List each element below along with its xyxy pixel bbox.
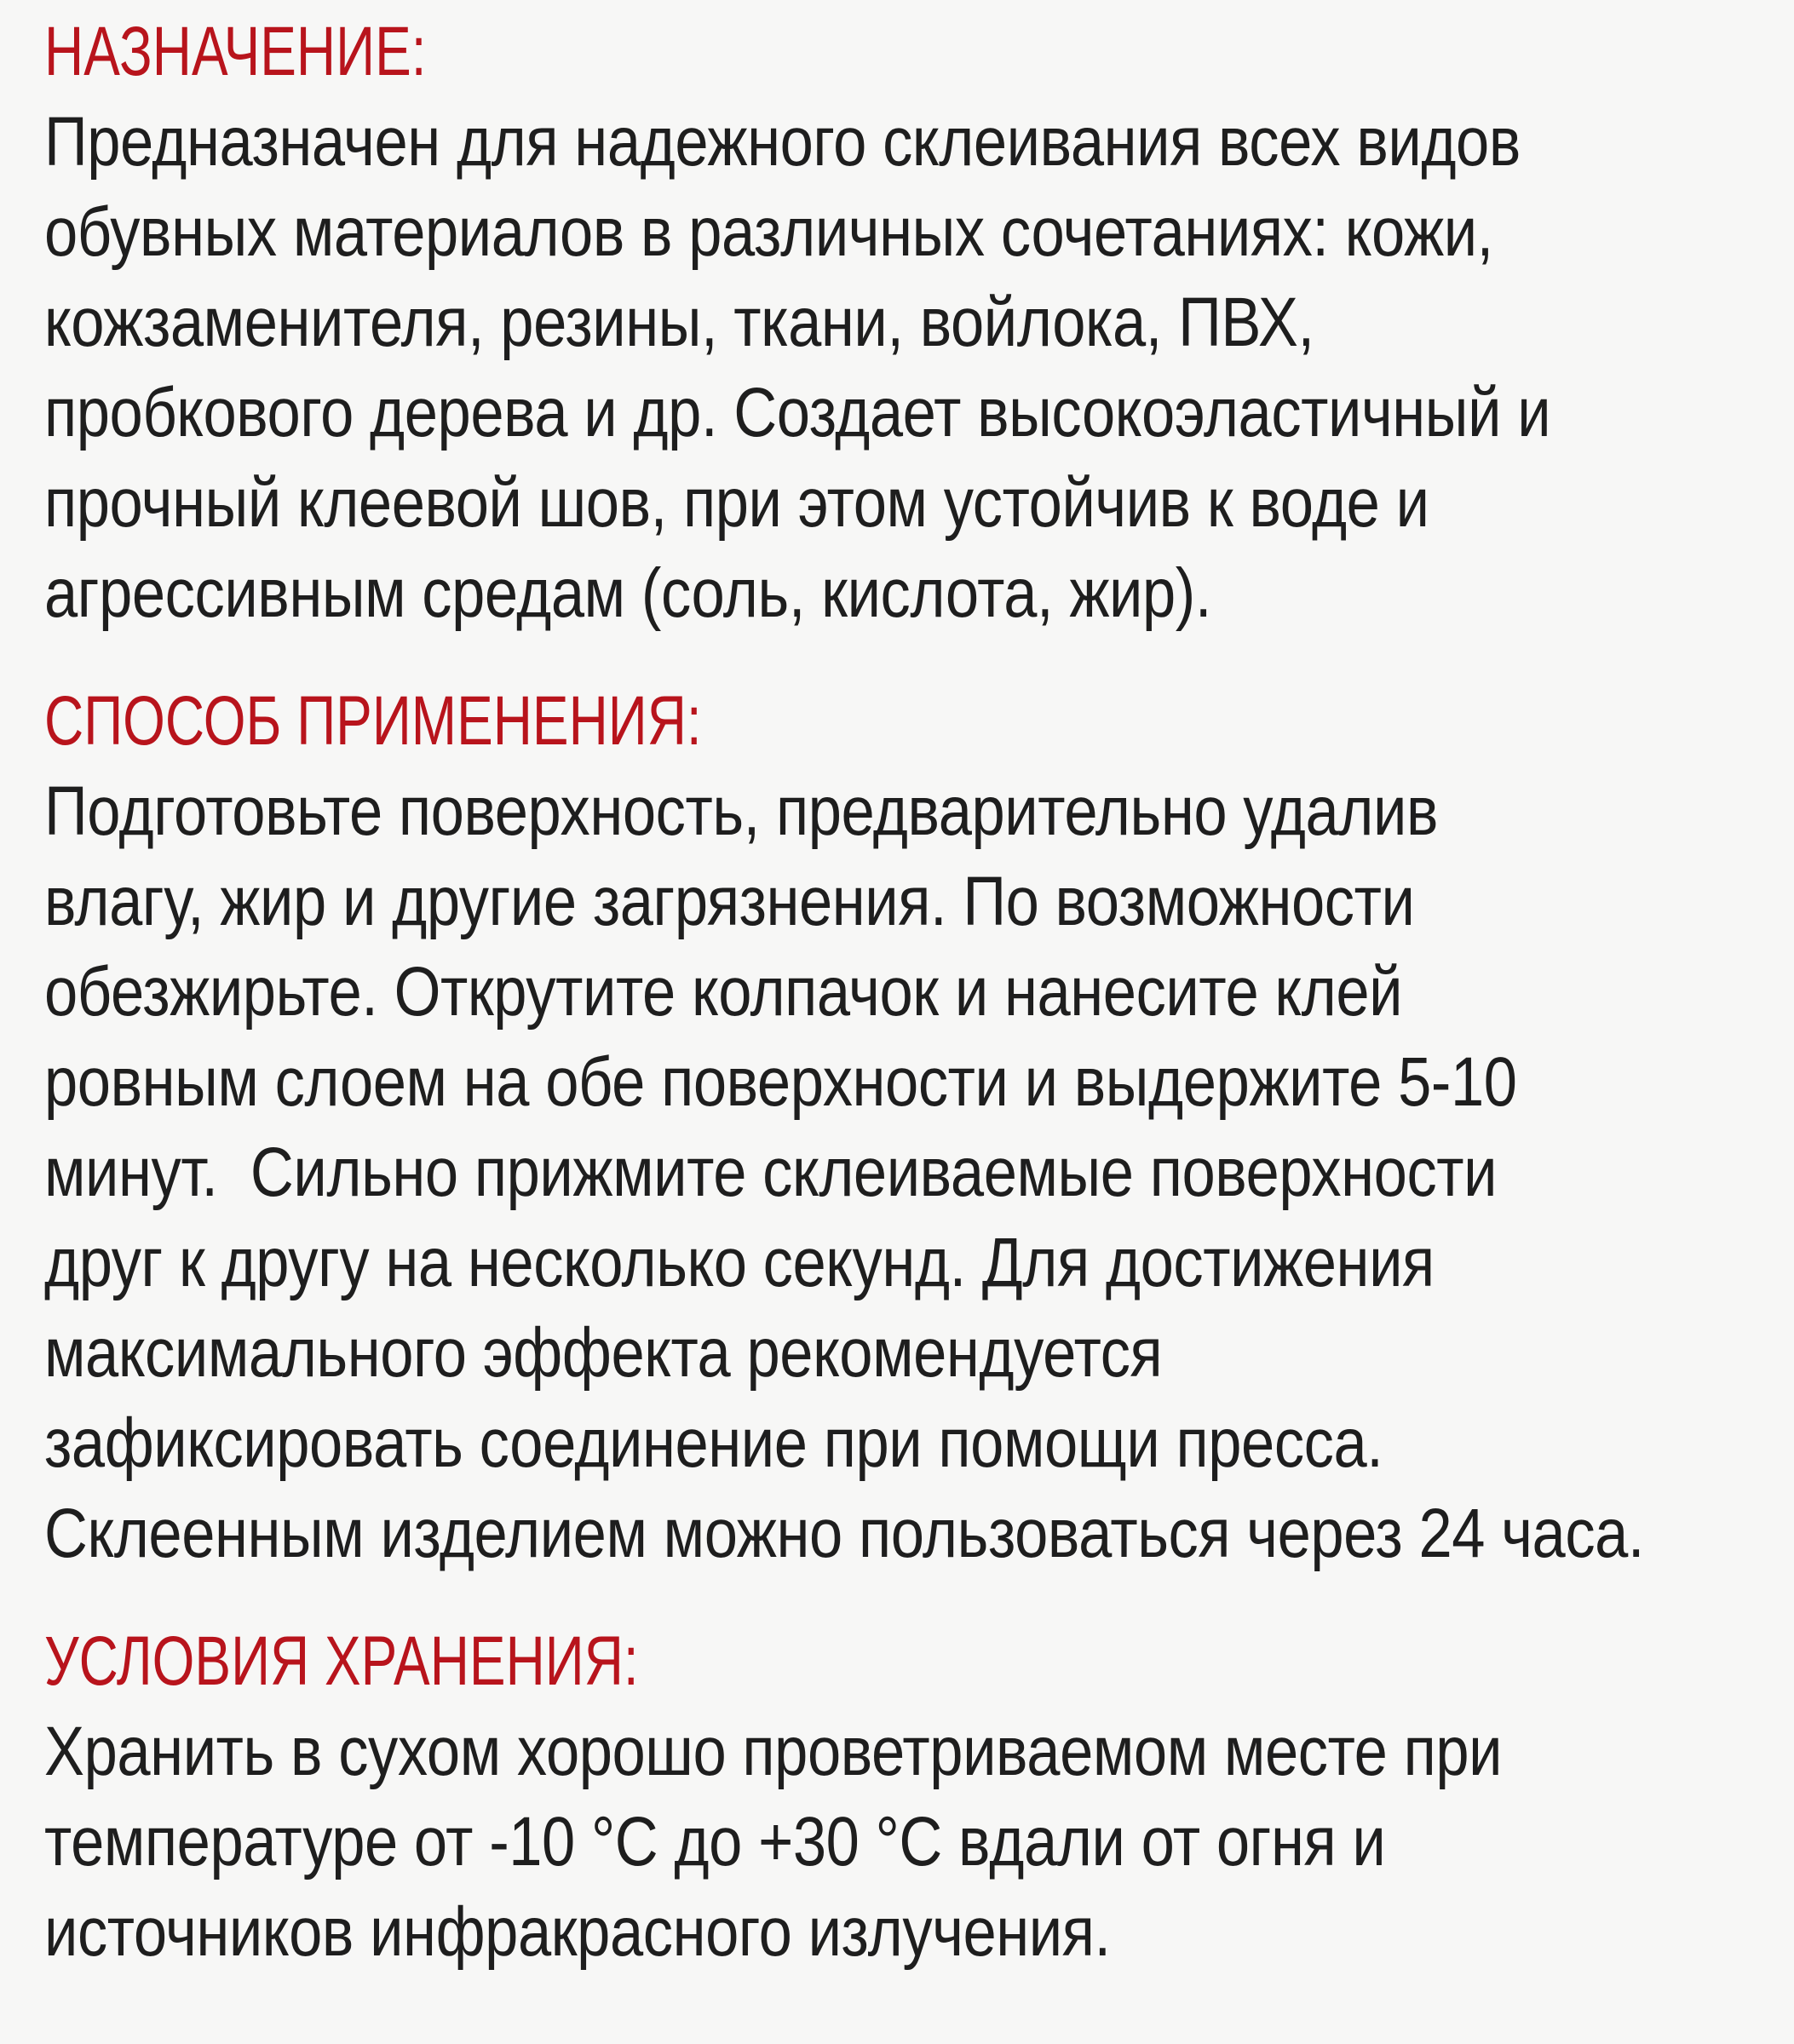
text-line: Склеенным изделием можно пользоваться через 24 часа. [44, 1495, 1645, 1572]
text-line: агрессивным средам (соль, кислота, жир). [44, 554, 1212, 632]
section-body-purpose [44, 97, 1757, 639]
text-line: Предназначен для надежного склеивания всех видов [44, 103, 1521, 181]
text-line: прочный клеевой шов, при этом устойчив к воде и [44, 464, 1429, 542]
text-line: Подготовьте поверхность, предварительно удалив [44, 772, 1439, 850]
text-line: температуре от -10 °С до +30 °С вдали от огня и [44, 1803, 1386, 1880]
text-line: ровным слоем на обе поверхности и выдержите 5-10 [44, 1043, 1517, 1121]
section-body-application [44, 766, 1757, 1579]
text-line: обувных материалов в различных сочетаниях: кожи, [44, 193, 1493, 271]
text-line: друг к другу на несколько секунд. Для достижения [44, 1224, 1435, 1301]
text-line: максимального эффекта рекомендуется [44, 1314, 1163, 1392]
section-heading-storage: УСЛОВИЯ ХРАНЕНИЯ: [44, 1622, 639, 1700]
text-line: источников инфракрасного излучения. [44, 1893, 1111, 1971]
section-purpose [44, 7, 1757, 639]
section-body-storage [44, 1707, 1757, 1978]
text-line: минут. Сильно прижмите склеиваемые поверхности [44, 1134, 1498, 1211]
text-line: влагу, жир и другие загрязнения. По возможности [44, 863, 1415, 940]
section-application [44, 676, 1757, 1579]
text-line: зафиксировать соединение при помощи пресса. [44, 1404, 1383, 1482]
section-heading-purpose: НАЗНАЧЕНИЕ: [44, 13, 427, 90]
section-storage [44, 1616, 1757, 1978]
text-line: кожзаменителя, резины, ткани, войлока, ПВХ, [44, 284, 1314, 361]
section-heading-application: СПОСОБ ПРИМЕНЕНИЯ: [44, 682, 702, 760]
text-line: пробкового дерева и др. Создает высокоэластичный и [44, 374, 1551, 451]
text-line: обезжирьте. Открутите колпачок и нанесите клей [44, 953, 1403, 1031]
text-line: Хранить в сухом хорошо проветриваемом месте при [44, 1713, 1503, 1790]
